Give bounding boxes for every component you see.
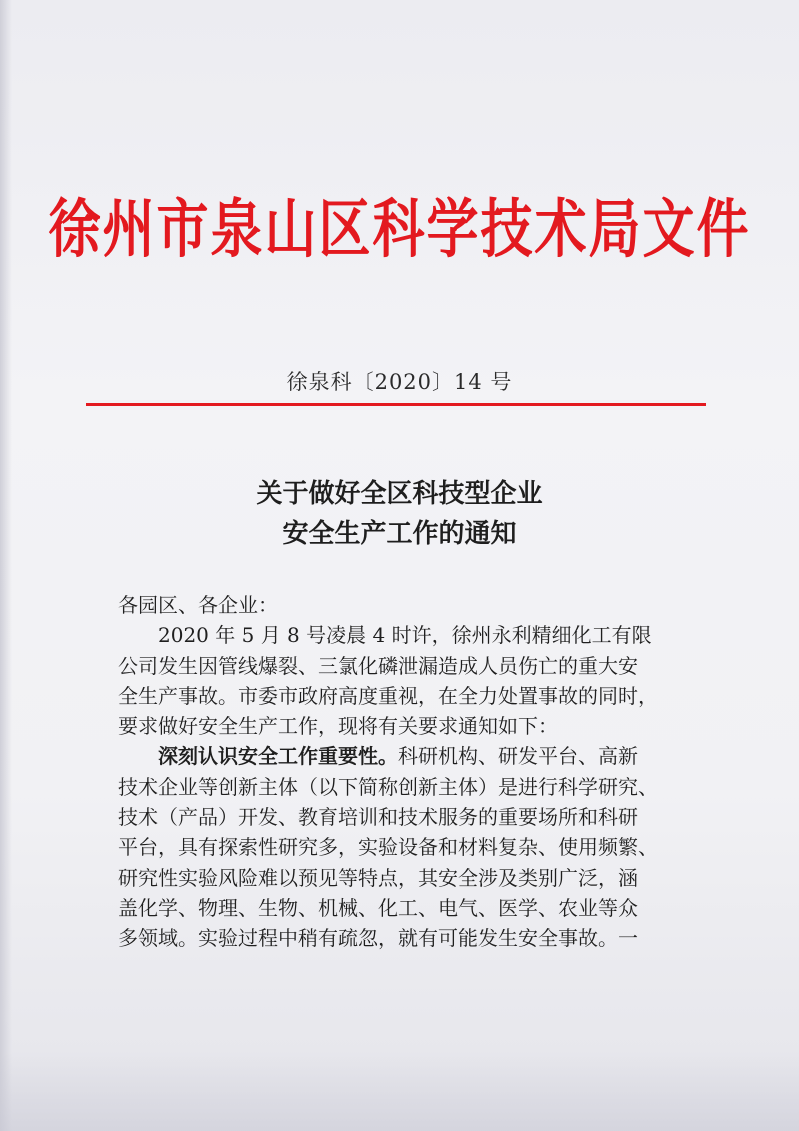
paragraph-1-line: 全生产事故。市委市政府高度重视，在全力处置事故的同时， — [118, 683, 658, 708]
salutation: 各园区、各企业： — [118, 593, 278, 617]
page-bottom-shadow — [0, 1051, 799, 1131]
paragraph-2-line: 技术（产品）开发、教育培训和技术服务的重要场所和科研 — [118, 805, 638, 830]
paragraph-2-first-line — [118, 741, 688, 771]
paragraph-1-line: 2020 年 5 月 8 号凌晨 4 时许，徐州永利精细化工有限 — [158, 623, 652, 648]
notice-title-line-2: 安全生产工作的通知 — [282, 519, 517, 549]
paragraph-2-line: 多领域。实验过程中稍有疏忽，就有可能发生安全事故。一 — [118, 926, 638, 951]
paragraph-2-line: 技术企业等创新主体（以下简称创新主体）是进行科学研究、 — [118, 774, 658, 799]
red-divider-line — [86, 403, 706, 406]
document-body — [118, 590, 688, 954]
page-left-edge — [0, 0, 12, 1131]
paragraph-2-line: 盖化学、物理、生物、机械、化工、电气、医学、农业等众 — [118, 895, 638, 920]
paragraph-2-line: 研究性实验风险难以预见等特点，其安全涉及类别广泛，涵 — [118, 865, 638, 890]
paragraph-2-first-line-rest: 科研机构、研发平台、高新 — [398, 744, 638, 769]
notice-title-line-1: 关于做好全区科技型企业 — [256, 479, 543, 509]
notice-title — [0, 474, 799, 554]
paragraph-1-line: 要求做好安全生产工作，现将有关要求通知如下： — [118, 714, 558, 739]
red-header-title: 徐州市泉山区科学技术局文件 — [48, 192, 751, 268]
paragraph-1-line: 公司发生因管线爆裂、三氯化磷泄漏造成人员伤亡的重大安 — [118, 653, 638, 678]
document-number: 徐泉科〔2020〕14 号 — [286, 370, 513, 394]
section-heading: 深刻认识安全工作重要性。 — [158, 744, 398, 769]
paragraph-2-line: 平台，具有探索性研究多，实验设备和材料复杂、使用频繁、 — [118, 835, 658, 860]
